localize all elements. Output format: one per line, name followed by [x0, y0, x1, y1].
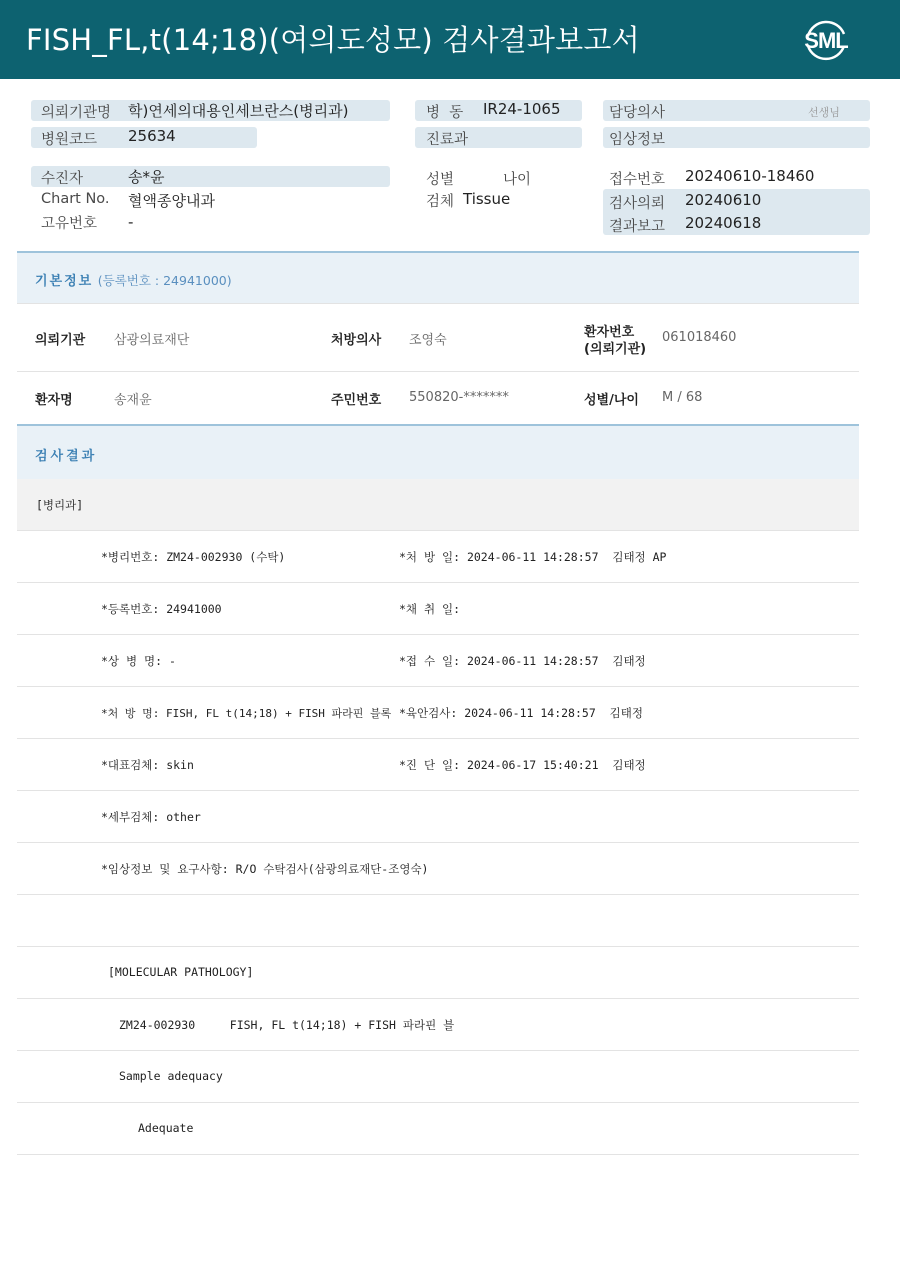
department-label: 진료과: [426, 132, 469, 148]
chart-value: 혈액종양내과: [128, 192, 215, 210]
divider: [17, 790, 859, 791]
receipt-no-label: 접수번호: [609, 172, 666, 188]
divider: [17, 738, 859, 739]
divider: [17, 842, 859, 843]
sex-label: 성별: [426, 172, 455, 188]
sex-age-label: 성별/나이: [584, 393, 639, 408]
unique-label: 고유번호: [41, 216, 98, 232]
age-label: 나이: [503, 172, 532, 188]
molecular-pathology-line: ZM24-002930 FISH, FL t(14;18) + FISH 파라핀 블: [119, 1018, 455, 1032]
clinical-info-label: 임상정보: [609, 132, 666, 148]
divider: [17, 530, 859, 531]
divider: [17, 634, 859, 635]
result-line: *처 방 일: 2024-06-11 14:28:57 김태정 AP: [399, 550, 667, 564]
divider: [17, 1154, 859, 1155]
divider: [17, 998, 859, 999]
divider: [17, 582, 859, 583]
basic-info-header: [17, 251, 859, 304]
results-title: 검사결과: [35, 449, 98, 464]
result-line: *상 병 명: -: [101, 654, 176, 668]
ward-value: IR24-1065: [483, 100, 561, 118]
report-label: 결과보고: [609, 219, 666, 235]
molecular-pathology-header: [MOLECULAR PATHOLOGY]: [108, 965, 254, 979]
report-title: FISH_FL,t(14;18)(여의도성모) 검사결과보고서: [26, 23, 640, 57]
requesting-inst-label: 의뢰기관: [35, 333, 86, 348]
report-value: 20240618: [685, 214, 762, 232]
requesting-inst-value: 삼광의료재단: [114, 333, 190, 348]
divider: [17, 371, 859, 372]
specimen-value: Tissue: [463, 190, 511, 208]
result-line: *대표검체: skin: [101, 758, 194, 772]
result-line: *처 방 명: FISH, FL t(14;18) + FISH 파라핀 블록: [101, 707, 392, 720]
patient-label: 수진자: [41, 171, 84, 187]
divider: [17, 946, 859, 947]
request-value: 20240610: [685, 191, 762, 209]
result-line: *채 취 일:: [399, 602, 461, 616]
patient-bar: [31, 166, 390, 187]
sex-age-value: M / 68: [662, 390, 703, 405]
result-line: *육안검사: 2024-06-11 14:28:57 김태정: [399, 706, 643, 720]
report-header: [0, 0, 900, 79]
basic-info-title: [35, 270, 232, 289]
result-line: *병리번호: ZM24-002930 (수탁): [101, 550, 286, 564]
patient-value: 송*윤: [128, 168, 165, 186]
ward-label: 병 동: [426, 105, 464, 121]
hospital-code-value: 25634: [128, 127, 176, 145]
result-line: *세부검체: other: [101, 810, 201, 824]
basic-info-reg-no: (등록번호 : 24941000): [97, 273, 232, 288]
sml-logo: [800, 14, 852, 66]
doctor-label: 담당의사: [609, 105, 666, 121]
specimen-label: 검체: [426, 194, 455, 210]
result-line: *등록번호: 24941000: [101, 602, 222, 616]
prescriber-label: 처방의사: [331, 333, 382, 348]
institution-label: 의뢰기관명: [41, 105, 112, 121]
divider: [17, 303, 859, 304]
result-line: *진 단 일: 2024-06-17 15:40:21 김태정: [399, 758, 646, 772]
request-label: 검사의뢰: [609, 196, 666, 212]
patient-no-label-1: 환자번호: [584, 325, 635, 340]
sample-adequacy-value: Adequate: [138, 1121, 194, 1135]
patient-name-value: 송재윤: [114, 393, 152, 408]
dept-label: [병리과]: [36, 498, 84, 512]
divider: [17, 1050, 859, 1051]
divider: [17, 894, 859, 895]
dept-band: [17, 479, 859, 530]
patient-no-label-2: (의뢰기관): [584, 342, 647, 357]
resident-no-value: 550820-*******: [409, 390, 509, 405]
patient-no-value: 061018460: [662, 330, 737, 345]
logo-text: SML: [804, 28, 848, 53]
result-line: *임상정보 및 요구사항: R/O 수탁검사(삼광의료재단-조영숙): [101, 862, 429, 876]
sample-adequacy-label: Sample adequacy: [119, 1069, 223, 1083]
results-header: [17, 424, 859, 480]
result-line: *접 수 일: 2024-06-11 14:28:57 김태정: [399, 654, 646, 668]
unique-value: -: [128, 213, 134, 231]
divider: [17, 1102, 859, 1103]
chart-label: Chart No.: [41, 191, 110, 207]
divider: [17, 686, 859, 687]
resident-no-label: 주민번호: [331, 393, 382, 408]
doctor-suffix: 선생님: [808, 106, 840, 119]
receipt-no-value: 20240610-18460: [685, 167, 815, 185]
institution-value: 학)연세의대용인세브란스(병리과): [128, 102, 349, 120]
hospital-code-label: 병원코드: [41, 132, 98, 148]
basic-info-title-text: 기본정보: [35, 274, 94, 289]
prescriber-value: 조영숙: [409, 333, 447, 348]
patient-name-label: 환자명: [35, 393, 73, 408]
